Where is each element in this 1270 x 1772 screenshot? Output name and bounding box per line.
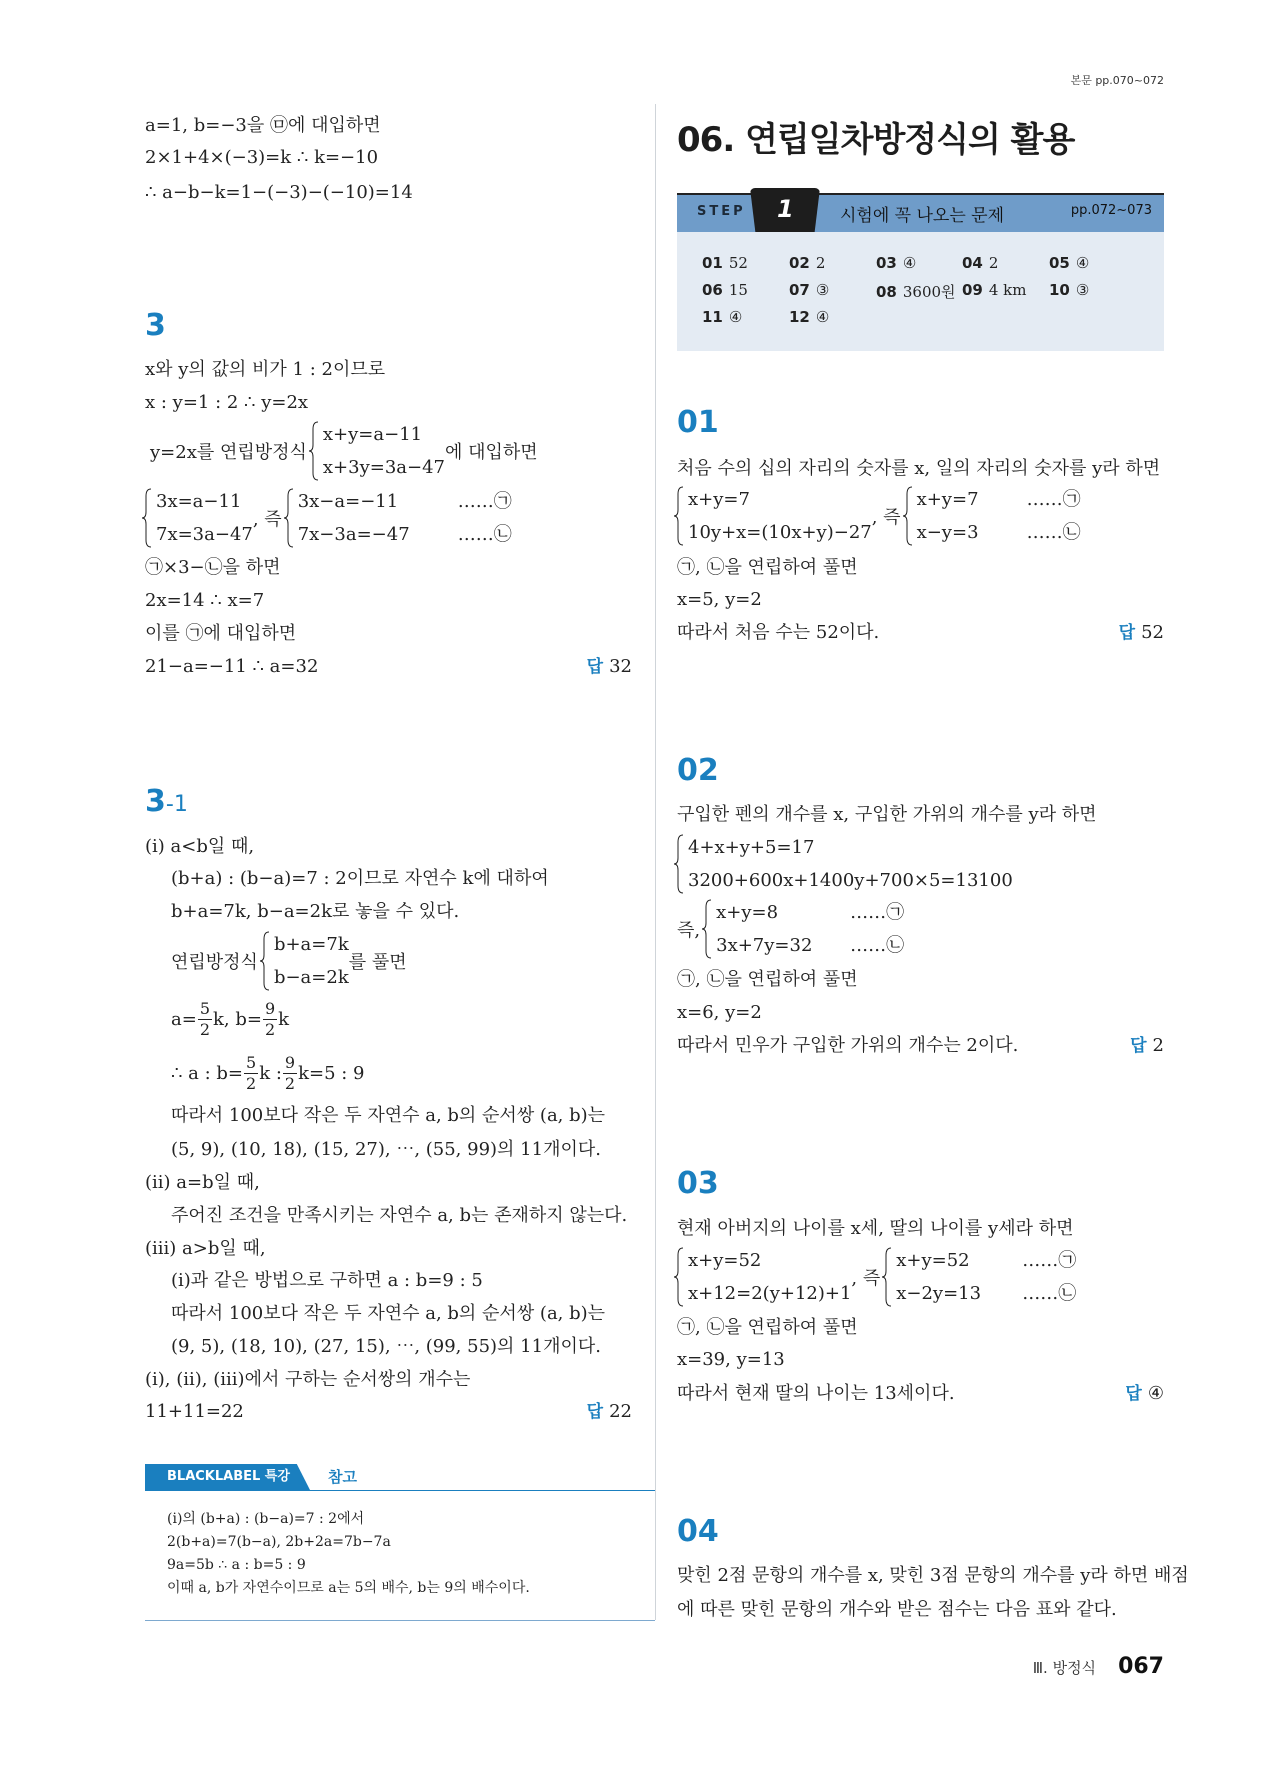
answer bbox=[1130, 1029, 1164, 1062]
equation-marker: ……㉠ bbox=[1026, 489, 1081, 510]
text-line: 처음 수의 십의 자리의 숫자를 x, 일의 자리의 숫자를 y라 하면 bbox=[677, 458, 1161, 479]
chapter-title: 06. 연립일차방정식의 활용 bbox=[677, 120, 1075, 160]
fraction-line bbox=[171, 995, 289, 1043]
equation: x+y=7 bbox=[688, 489, 750, 510]
system-prefix: 연립방정식 bbox=[171, 952, 258, 973]
equation: x+y=52 bbox=[688, 1250, 762, 1271]
math-text: k bbox=[278, 1008, 290, 1030]
text-line: 따라서 현재 딸의 나이는 13세이다. bbox=[677, 1383, 955, 1404]
note-line: (ⅰ)의 (b+a) : (b−a)=7 : 2에서 bbox=[167, 1511, 365, 1527]
answer-value: ④ bbox=[1147, 1383, 1164, 1404]
equation: x−2y=13 bbox=[896, 1283, 982, 1304]
answer-label: 답 bbox=[1125, 1384, 1142, 1404]
text-line: 구입한 펜의 개수를 x, 구입한 가위의 개수를 y라 하면 bbox=[677, 804, 1097, 825]
connector: , 즉 bbox=[252, 509, 282, 530]
equation-system bbox=[150, 418, 538, 484]
answer-key-number: 04 bbox=[962, 254, 983, 272]
answer-label: 답 bbox=[586, 1402, 604, 1422]
equation-system bbox=[672, 483, 1081, 549]
text-line: x=6, y=2 bbox=[677, 1002, 762, 1023]
math-text: a= bbox=[171, 1008, 197, 1030]
note-line: 이때 a, b가 자연수이므로 a는 5의 배수, b는 9의 배수이다. bbox=[167, 1580, 530, 1596]
text-line: (ⅰ) a<b일 때, bbox=[145, 836, 255, 857]
system-prefix: 즉, bbox=[677, 920, 701, 941]
equation: 3x+7y=32 bbox=[716, 935, 813, 956]
equation: x+12=2(y+12)+1 bbox=[688, 1283, 852, 1304]
equation: 7x−3a=−47 bbox=[297, 524, 410, 545]
text-line: (ⅰ), (ⅱ), (ⅲ)에서 구하는 순서쌍의 개수는 bbox=[145, 1369, 471, 1390]
denominator: 2 bbox=[199, 1019, 211, 1039]
brace-icon bbox=[284, 488, 294, 548]
equation-system bbox=[672, 831, 1013, 897]
problem-heading-3-1 bbox=[145, 784, 188, 823]
equation-system bbox=[171, 928, 407, 994]
equation-marker: ……㉠ bbox=[850, 902, 905, 923]
note-line: 9a=5b ∴ a : b=5 : 9 bbox=[167, 1557, 306, 1573]
text-line: 따라서 100보다 작은 두 자연수 a, b의 순서쌍 (a, b)는 bbox=[171, 1105, 606, 1126]
equation: 3200+600x+1400y+700×5=13100 bbox=[688, 870, 1013, 891]
equation-system bbox=[672, 1244, 1076, 1310]
text-line: x=5, y=2 bbox=[677, 589, 762, 610]
text-line: x와 y의 값의 비가 1 : 2이므로 bbox=[145, 359, 386, 380]
blacklabel-label: 참고 bbox=[328, 1468, 357, 1486]
answer-value: 32 bbox=[609, 656, 632, 677]
answer-key-number: 06 bbox=[702, 281, 723, 299]
answer-key-item bbox=[962, 254, 1049, 281]
brace-icon bbox=[142, 488, 152, 548]
text-line: 21−a=−11 ∴ a=32 bbox=[145, 656, 319, 677]
connector: , 즉 bbox=[851, 1268, 881, 1289]
blacklabel-rule bbox=[145, 1490, 655, 1491]
text-line: 주어진 조건을 만족시키는 자연수 a, b는 존재하지 않는다. bbox=[171, 1205, 628, 1226]
numerator: 9 bbox=[264, 998, 276, 1018]
connector: , 즉 bbox=[871, 507, 901, 528]
answer-key-number: 08 bbox=[876, 283, 897, 301]
fraction bbox=[198, 999, 212, 1040]
blacklabel-box bbox=[145, 1464, 655, 1621]
numerator: 5 bbox=[199, 998, 211, 1018]
equation: 4+x+y+5=17 bbox=[688, 837, 815, 858]
text-line: 에 따른 맞힌 문항의 개수와 받은 점수는 다음 표와 같다. bbox=[677, 1599, 1117, 1620]
text-line: ㉠, ㉡을 연립하여 풀면 bbox=[677, 969, 858, 990]
equation: b−a=2k bbox=[273, 967, 349, 988]
answer-key-item bbox=[876, 254, 962, 281]
answer-key-item bbox=[789, 281, 876, 308]
answer-key-number: 11 bbox=[702, 308, 723, 326]
denominator: 2 bbox=[284, 1073, 296, 1093]
answer-key-value: ③ bbox=[815, 281, 830, 299]
text-line: 따라서 민우가 구입한 가위의 개수는 2이다. bbox=[677, 1035, 1019, 1056]
answer-key-item bbox=[1049, 281, 1136, 308]
brace-icon bbox=[674, 1247, 684, 1307]
equation: 7x=3a−47 bbox=[156, 524, 253, 545]
text-line: (ⅰ)과 같은 방법으로 구하면 a : b=9 : 5 bbox=[171, 1270, 483, 1291]
answer bbox=[1125, 1377, 1164, 1410]
problem-heading-02: 02 bbox=[677, 753, 719, 788]
step-label: STEP bbox=[697, 204, 746, 219]
problem-heading-04: 04 bbox=[677, 1514, 719, 1549]
equation: 3x−a=−11 bbox=[297, 491, 399, 512]
answer bbox=[587, 650, 632, 683]
text-line: 맞힌 2점 문항의 개수를 x, 맞힌 3점 문항의 개수를 y라 하면 배점 bbox=[677, 1565, 1189, 1586]
answer-key-value: ④ bbox=[815, 308, 830, 326]
answer-label: 답 bbox=[586, 657, 604, 677]
answer-key-number: 12 bbox=[789, 308, 810, 326]
equation: x−y=3 bbox=[916, 522, 979, 543]
brace-icon bbox=[260, 931, 270, 991]
answer-value: 22 bbox=[609, 1401, 632, 1422]
system-suffix: 에 대입하면 bbox=[445, 442, 538, 463]
answer-key-value: ③ bbox=[1075, 281, 1090, 299]
answer-key-number: 01 bbox=[702, 254, 723, 272]
text-line: ㉠×3−㉡을 하면 bbox=[145, 557, 281, 578]
answer-key-value: 2 bbox=[988, 254, 999, 272]
text-line: (5, 9), (10, 18), (15, 27), ⋯, (55, 99)의 11개이다. bbox=[171, 1139, 601, 1160]
text-line: x=39, y=13 bbox=[677, 1349, 785, 1370]
answer-key-value: ④ bbox=[1075, 254, 1090, 272]
brace-icon bbox=[903, 486, 913, 546]
answer-key-value: ④ bbox=[728, 308, 743, 326]
step-number: 1 bbox=[777, 195, 794, 223]
answer-value: 2 bbox=[1152, 1035, 1164, 1056]
note-line: 2(b+a)=7(b−a), 2b+2a=7b−7a bbox=[167, 1534, 391, 1550]
text-line: 따라서 100보다 작은 두 자연수 a, b의 순서쌍 (a, b)는 bbox=[171, 1303, 606, 1324]
heading-sub: -1 bbox=[165, 792, 188, 817]
answer-key-value: 3600원 bbox=[902, 283, 956, 301]
math-text: k, b= bbox=[213, 1008, 262, 1030]
problem-heading-01: 01 bbox=[677, 405, 719, 440]
equation-marker: ……㉡ bbox=[850, 935, 905, 956]
denominator: 2 bbox=[246, 1073, 257, 1093]
text-line: ㉠, ㉡을 연립하여 풀면 bbox=[677, 557, 858, 578]
answer-key-item bbox=[702, 254, 789, 281]
answer-key-number: 09 bbox=[962, 281, 983, 299]
answer bbox=[587, 1395, 632, 1428]
answer-key-value: 15 bbox=[728, 281, 748, 299]
equation-marker: ……㉡ bbox=[1026, 522, 1081, 543]
equation-marker: ……㉡ bbox=[457, 524, 512, 545]
answer-key-value: 4 km bbox=[988, 281, 1027, 299]
equation: x+y=52 bbox=[896, 1250, 970, 1271]
answer-key-value: 2 bbox=[815, 254, 826, 272]
brace-icon bbox=[309, 421, 319, 481]
math-text: k=5 : 9 bbox=[298, 1062, 365, 1084]
equation: x+3y=3a−47 bbox=[322, 457, 446, 478]
brace-icon bbox=[674, 834, 684, 894]
brace-icon bbox=[674, 486, 684, 546]
problem-heading-3: 3 bbox=[145, 308, 166, 343]
text-line: 따라서 처음 수는 52이다. bbox=[677, 622, 880, 643]
equation: x+y=8 bbox=[716, 902, 779, 923]
system-prefix: y=2x를 연립방정식 bbox=[150, 442, 307, 463]
answer-label: 답 bbox=[1118, 623, 1136, 643]
equation-system bbox=[677, 896, 904, 962]
numerator: 5 bbox=[246, 1052, 257, 1072]
answer-key-item bbox=[876, 281, 962, 308]
answer-key-item bbox=[962, 281, 1049, 308]
fraction bbox=[263, 999, 277, 1040]
heading-number: 3 bbox=[145, 784, 166, 819]
answer-key-item bbox=[1049, 254, 1136, 281]
denominator: 2 bbox=[264, 1019, 276, 1039]
step-title: 시험에 꼭 나오는 문제 bbox=[840, 206, 1005, 226]
numerator: 9 bbox=[284, 1052, 296, 1072]
text-line: (ⅲ) a>b일 때, bbox=[145, 1238, 266, 1259]
math-text: ∴ a : b= bbox=[171, 1062, 244, 1084]
answer-value: 52 bbox=[1141, 622, 1164, 643]
answer-key-value: 52 bbox=[728, 254, 748, 272]
system-suffix: 를 풀면 bbox=[348, 952, 407, 973]
page-reference: 본문 pp.070~072 bbox=[1070, 74, 1164, 87]
brace-icon bbox=[702, 899, 712, 959]
text-line: (9, 5), (18, 10), (27, 15), ⋯, (99, 55)의 11개이다. bbox=[171, 1336, 601, 1357]
blacklabel-tab-label: BLACKLABEL 특강 bbox=[167, 1469, 290, 1484]
text-line: 이를 ㉠에 대입하면 bbox=[145, 623, 297, 644]
answer-key-number: 10 bbox=[1049, 281, 1070, 299]
answer-key-item bbox=[702, 281, 789, 308]
answer-label: 답 bbox=[1130, 1036, 1147, 1056]
text-line: a=1, b=−3을 ㉤에 대입하면 bbox=[145, 115, 381, 136]
problem-heading-03: 03 bbox=[677, 1166, 719, 1201]
answer-key-item bbox=[789, 308, 876, 335]
equation: 10y+x=(10x+y)−27 bbox=[688, 522, 872, 543]
equation-marker: ……㉠ bbox=[1022, 1250, 1077, 1271]
blacklabel-content bbox=[167, 1508, 530, 1600]
page-number: 067 bbox=[1118, 1654, 1164, 1679]
text-line: 현재 아버지의 나이를 x세, 딸의 나이를 y세라 하면 bbox=[677, 1218, 1074, 1239]
text-line: 2×1+4×(−3)=k ∴ k=−10 bbox=[145, 147, 379, 168]
text-line: (b+a) : (b−a)=7 : 2이므로 자연수 k에 대하여 bbox=[171, 868, 549, 889]
equation-system bbox=[140, 485, 512, 551]
answer-key-number: 02 bbox=[789, 254, 810, 272]
text-line: x : y=1 : 2 ∴ y=2x bbox=[145, 392, 309, 413]
answer-key-item bbox=[789, 254, 876, 281]
fraction bbox=[244, 1053, 258, 1094]
footer-chapter: Ⅲ. 방정식 bbox=[1032, 1659, 1097, 1677]
equation: x+y=a−11 bbox=[322, 424, 423, 445]
brace-icon bbox=[882, 1247, 892, 1307]
footer bbox=[1033, 1654, 1164, 1679]
text-line: 2x=14 ∴ x=7 bbox=[145, 590, 265, 611]
answer-key-number: 03 bbox=[876, 254, 897, 272]
equation-marker: ……㉡ bbox=[1022, 1283, 1077, 1304]
answer-key-number: 07 bbox=[789, 281, 810, 299]
text-line: 11+11=22 bbox=[145, 1401, 244, 1422]
answer-key-grid bbox=[702, 254, 1152, 335]
step-pages: pp.072~073 bbox=[1070, 203, 1152, 218]
equation: b+a=7k bbox=[273, 934, 349, 955]
text-line: ㉠, ㉡을 연립하여 풀면 bbox=[677, 1317, 858, 1338]
text-line: (ⅱ) a=b일 때, bbox=[145, 1172, 260, 1193]
fraction bbox=[283, 1053, 297, 1094]
answer-key-item bbox=[702, 308, 789, 335]
equation-marker: ……㉠ bbox=[457, 491, 512, 512]
equation: 3x=a−11 bbox=[156, 491, 242, 512]
text-line: ∴ a−b−k=1−(−3)−(−10)=14 bbox=[145, 182, 413, 203]
answer-key-value: ④ bbox=[902, 254, 917, 272]
answer-key-number: 05 bbox=[1049, 254, 1070, 272]
text-line: b+a=7k, b−a=2k로 놓을 수 있다. bbox=[171, 901, 460, 922]
math-text: k : bbox=[259, 1062, 282, 1084]
column-divider bbox=[655, 104, 656, 1620]
fraction-line bbox=[171, 1049, 365, 1097]
answer bbox=[1119, 616, 1164, 649]
equation: x+y=7 bbox=[916, 489, 979, 510]
